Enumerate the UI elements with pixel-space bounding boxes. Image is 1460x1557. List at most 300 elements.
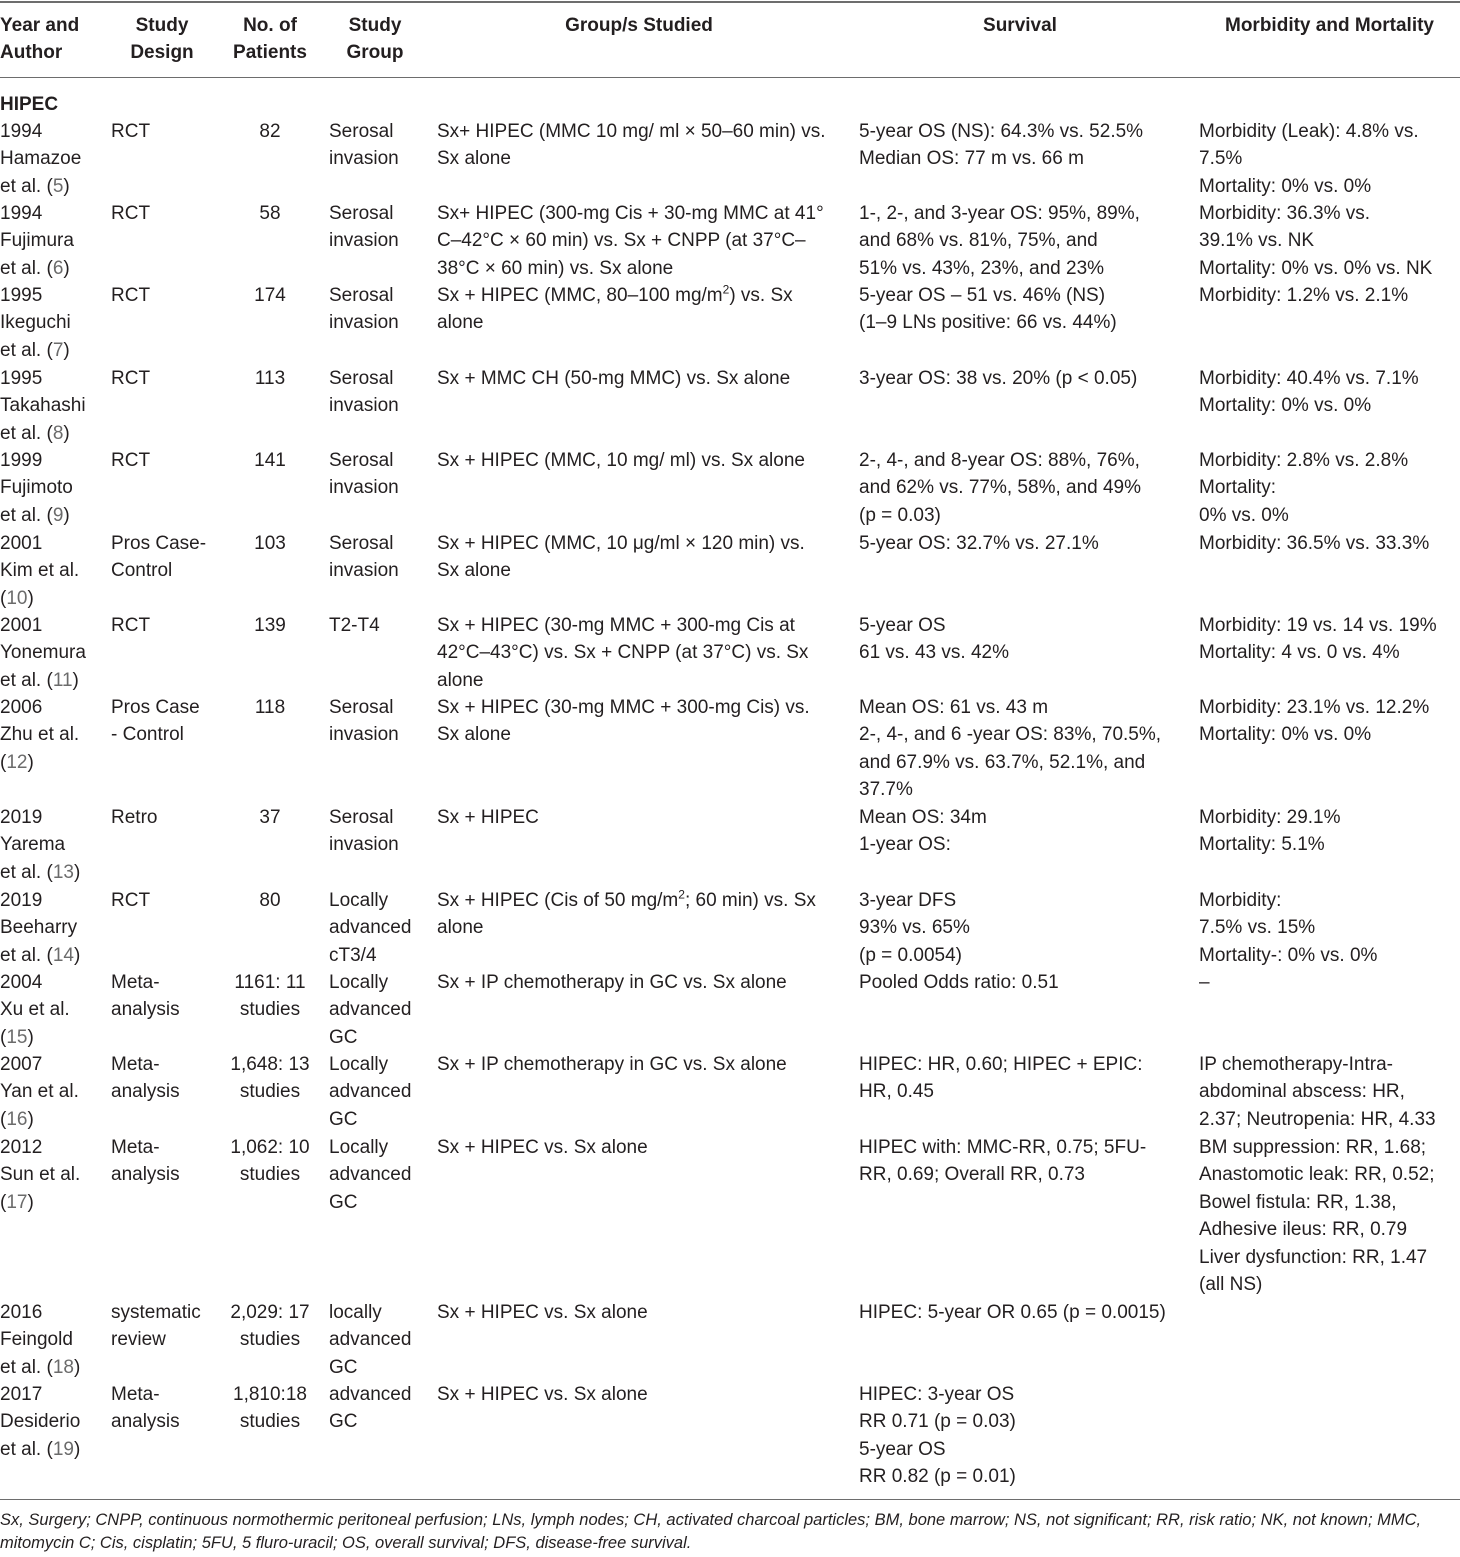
row-10-design — [111, 969, 221, 1024]
author-text: ) — [27, 751, 34, 773]
author-text: et al. ( — [0, 504, 53, 526]
row-12-morbidity — [1199, 1134, 1460, 1298]
cell-line: advanced — [329, 1329, 412, 1351]
cell-line — [437, 887, 850, 914]
cell-line: Mean OS: 34m — [859, 807, 987, 828]
cell-line: Morbidity: 1.2% vs. 2.1% — [1199, 285, 1409, 306]
row-10-groups-studied — [437, 969, 850, 996]
row-5-survival — [859, 530, 1191, 557]
cell-line: Yonemura — [0, 642, 86, 664]
cell-line: Sx + IP chemotherapy in GC vs. Sx alone — [437, 972, 787, 993]
cell-line: cT3/4 — [329, 944, 377, 966]
row-8-morbidity — [1199, 804, 1460, 859]
row-9-study-group — [329, 887, 429, 969]
cell-line: Sx + HIPEC vs. Sx alone — [437, 1384, 648, 1405]
cell-line: Locally — [329, 890, 389, 911]
cell-line: RCT — [111, 203, 151, 224]
cell-text: ; 60 min) vs. Sx — [684, 890, 816, 911]
reference-number[interactable]: 16 — [6, 1108, 28, 1130]
row-4-patients — [222, 447, 318, 474]
reference-number[interactable]: 9 — [52, 504, 64, 526]
table-bottom-rule — [0, 1499, 1460, 1500]
cell-line: RCT — [111, 368, 151, 389]
reference-number[interactable]: 8 — [52, 422, 64, 444]
row-14-design — [111, 1381, 221, 1436]
row-2-patients — [222, 282, 318, 309]
author-text: ) — [63, 257, 70, 279]
cell-line: advanced — [329, 917, 412, 939]
cell-line: Adhesive ileus: RR, 0.79 — [1199, 1219, 1408, 1241]
cell-line: Sx alone — [437, 560, 511, 582]
reference-number[interactable]: 19 — [52, 1438, 74, 1460]
cell-line: Sx + HIPEC vs. Sx alone — [437, 1137, 648, 1158]
reference-number[interactable]: 18 — [52, 1356, 74, 1378]
cell-line: 3-year DFS — [859, 890, 957, 911]
author-text: ) — [27, 587, 34, 609]
row-6-study-group — [329, 612, 429, 639]
cell-line: Pros Case — [111, 697, 200, 718]
cell-line: Fujimoto — [0, 477, 73, 499]
row-5-groups-studied — [437, 530, 850, 585]
row-2-groups-studied — [437, 282, 850, 337]
header-author-line2: Author — [0, 42, 63, 63]
cell-line: 38°C × 60 min) vs. Sx alone — [437, 257, 674, 279]
reference-number[interactable]: 7 — [52, 339, 64, 361]
cell-line: Morbidity: 36.5% vs. 33.3% — [1199, 533, 1430, 554]
cell-line: RR 0.71 (p = 0.03) — [859, 1411, 1016, 1433]
cell-line: Mortality: 0% vs. 0% — [1199, 395, 1372, 417]
cell-text: Sx + HIPEC (MMC, 80–100 mg/m — [437, 285, 723, 306]
cell-line: analysis — [111, 1164, 180, 1186]
row-4-survival — [859, 447, 1191, 529]
table-top-rule — [0, 1, 1460, 3]
row-7-author — [0, 694, 110, 776]
row-1-morbidity — [1199, 200, 1460, 282]
cell-line: 141 — [254, 450, 286, 471]
cell-line: 139 — [254, 615, 286, 636]
author-text: et al. ( — [0, 861, 53, 883]
cell-line: analysis — [111, 1081, 180, 1103]
reference-number[interactable]: 15 — [6, 1026, 28, 1048]
cell-line: 2001 — [0, 615, 43, 636]
cell-line: studies — [239, 1329, 301, 1351]
row-3-design — [111, 365, 221, 392]
cell-line: 61 vs. 43 vs. 42% — [859, 642, 1009, 664]
row-2-survival — [859, 282, 1191, 337]
row-12-author — [0, 1134, 110, 1216]
cell-line: T2-T4 — [329, 615, 380, 636]
cell-line: Sx + HIPEC vs. Sx alone — [437, 1302, 648, 1323]
cell-line: 51% vs. 43%, 23%, and 23% — [859, 257, 1105, 279]
cell-line: Morbidity: 29.1% — [1199, 807, 1341, 828]
cell-line: HIPEC: HR, 0.60; HIPEC + EPIC: — [859, 1054, 1143, 1075]
row-4-groups-studied — [437, 447, 850, 474]
cell-line: Morbidity: — [1199, 890, 1282, 911]
row-4-study-group — [329, 447, 429, 502]
row-5-study-group — [329, 530, 429, 585]
cell-line: studies — [239, 999, 301, 1021]
row-8-survival — [859, 804, 1191, 859]
cell-line: (p = 0.03) — [859, 504, 941, 526]
cell-line: and 67.9% vs. 63.7%, 52.1%, and — [859, 751, 1146, 773]
row-0-survival — [859, 118, 1191, 173]
author-text: ( — [0, 1026, 7, 1048]
row-9-groups-studied — [437, 887, 850, 942]
cell-line: GC — [329, 1026, 358, 1048]
cell-line: 1995 — [0, 368, 43, 389]
row-5-patients — [222, 530, 318, 557]
row-5-morbidity — [1199, 530, 1460, 557]
author-text: et al. ( — [0, 422, 53, 444]
cell-line: 103 — [254, 533, 286, 554]
cell-line: 2012 — [0, 1137, 43, 1158]
cell-line: 93% vs. 65% — [859, 917, 970, 939]
cell-line: Morbidity (Leak): 4.8% vs. — [1199, 121, 1419, 142]
cell-line: and 68% vs. 81%, 75%, and — [859, 230, 1098, 252]
header-patients-line2: Patients — [233, 42, 307, 63]
cell-line: advanced — [329, 999, 412, 1021]
header-patients-line1: No. of — [243, 15, 297, 36]
row-12-patients — [222, 1134, 318, 1189]
row-10-survival — [859, 969, 1191, 996]
cell-line: 7.5% — [1199, 148, 1243, 170]
cell-line: 39.1% vs. NK — [1199, 230, 1315, 252]
cell-line: RCT — [111, 121, 151, 142]
row-13-study-group — [329, 1299, 429, 1381]
row-10-morbidity — [1199, 969, 1460, 996]
row-2-design — [111, 282, 221, 309]
cell-line: 1994 — [0, 121, 43, 142]
author-text: et al. ( — [0, 257, 53, 279]
cell-line: Liver dysfunction: RR, 1.47 — [1199, 1246, 1428, 1268]
row-9-design — [111, 887, 221, 914]
row-3-author — [0, 365, 110, 447]
cell-line: Serosal — [329, 697, 394, 718]
cell-line: Mortality-: 0% vs. 0% — [1199, 944, 1378, 966]
row-2-author — [0, 282, 110, 364]
header-study-group-line2: Group — [346, 42, 404, 63]
cell-line: Serosal — [329, 285, 394, 306]
cell-line: 80 — [259, 890, 281, 911]
cell-line: advanced — [329, 1384, 412, 1405]
cell-line: RR 0.82 (p = 0.01) — [859, 1466, 1016, 1488]
cell-line: Serosal — [329, 807, 394, 828]
cell-line: invasion — [329, 477, 399, 499]
section-label-hipec: HIPEC — [0, 94, 59, 115]
cell-line: Serosal — [329, 121, 394, 142]
cell-line: Morbidity: 23.1% vs. 12.2% — [1199, 697, 1430, 718]
row-14-survival — [859, 1381, 1191, 1491]
cell-line: Median OS: 77 m vs. 66 m — [859, 148, 1084, 170]
cell-line: Mortality: 0% vs. 0% — [1199, 175, 1372, 197]
author-text: et al. ( — [0, 339, 53, 361]
cell-line: Sx + IP chemotherapy in GC vs. Sx alone — [437, 1054, 787, 1075]
cell-line — [0, 942, 110, 969]
row-6-survival — [859, 612, 1191, 667]
cell-line: HIPEC: 3-year OS — [859, 1384, 1015, 1405]
reference-number[interactable]: 11 — [52, 669, 73, 691]
row-12-groups-studied — [437, 1134, 850, 1161]
cell-line: 58 — [259, 203, 281, 224]
cell-line: RCT — [111, 890, 151, 911]
cell-line: Morbidity: 40.4% vs. 7.1% — [1199, 368, 1419, 389]
cell-line: 113 — [254, 368, 286, 389]
author-text: ( — [0, 587, 7, 609]
header-author — [0, 12, 110, 66]
header-survival: Survival — [983, 15, 1057, 36]
cell-line: invasion — [329, 834, 399, 856]
cell-line — [437, 282, 850, 309]
author-text: et al. ( — [0, 1438, 53, 1460]
cell-line: alone — [437, 312, 484, 334]
row-1-patients — [222, 200, 318, 227]
author-text: ) — [27, 1191, 34, 1213]
row-3-study-group — [329, 365, 429, 420]
row-0-morbidity — [1199, 118, 1460, 200]
author-text: ) — [63, 422, 70, 444]
header-study-group — [325, 12, 425, 66]
row-7-design — [111, 694, 221, 749]
cell-line: Locally — [329, 1054, 389, 1075]
header-design-line2: Design — [130, 42, 194, 63]
reference-number[interactable]: 13 — [52, 861, 74, 883]
row-4-design — [111, 447, 221, 474]
cell-line: advanced — [329, 1081, 412, 1103]
cell-line: Serosal — [329, 450, 394, 471]
cell-line: (p = 0.0054) — [859, 944, 962, 966]
author-text: et al. ( — [0, 944, 53, 966]
header-design — [107, 12, 217, 66]
cell-line: – — [1199, 972, 1210, 993]
row-8-design — [111, 804, 221, 831]
cell-line: Mean OS: 61 vs. 43 m — [859, 697, 1049, 718]
cell-line: 1,062: 10 — [230, 1137, 310, 1158]
reference-number[interactable]: 14 — [52, 944, 74, 966]
superscript: 2 — [678, 887, 685, 902]
cell-line: BM suppression: RR, 1.68; — [1199, 1137, 1427, 1158]
author-text: ( — [0, 751, 7, 773]
cell-line: 2016 — [0, 1302, 43, 1323]
cell-line: Locally — [329, 972, 389, 993]
row-9-survival — [859, 887, 1191, 969]
row-13-groups-studied — [437, 1299, 850, 1326]
cell-line: Takahashi — [0, 395, 86, 417]
row-10-author — [0, 969, 110, 1051]
author-text: ) — [73, 1438, 81, 1460]
row-6-patients — [222, 612, 318, 639]
cell-line: C–42°C × 60 min) vs. Sx + CNPP (at 37°C– — [437, 230, 806, 252]
cell-line: GC — [329, 1356, 358, 1378]
author-text: et al. ( — [0, 175, 53, 197]
cell-line — [0, 420, 110, 447]
cell-line: Sx + HIPEC (30-mg MMC + 300-mg Cis) vs. — [437, 697, 810, 718]
cell-line: Kim et al. — [0, 560, 80, 582]
row-3-morbidity — [1199, 365, 1460, 420]
row-0-study-group — [329, 118, 429, 173]
row-12-survival — [859, 1134, 1191, 1189]
cell-line: Desiderio — [0, 1411, 81, 1433]
cell-line: invasion — [329, 395, 399, 417]
row-0-patients — [222, 118, 318, 145]
cell-line — [0, 255, 110, 282]
row-9-author — [0, 887, 110, 969]
author-text: ) — [63, 175, 70, 197]
row-0-design — [111, 118, 221, 145]
row-1-study-group — [329, 200, 429, 255]
table-footnote: Sx, Surgery; CNPP, continuous normothermic peritoneal perfusion; LNs, lymph nodes; CH, activated charcoal particles; BM, bone marrow; NS, not significant; RR, risk ratio; NK, not known; MMC, mitomycin C; Cis, cisplatin; 5FU, 5 fluro-uracil; OS, overall survival; DFS, disease-free survival. — [0, 1511, 1422, 1552]
row-1-groups-studied — [437, 200, 850, 282]
cell-line: Anastomotic leak: RR, 0.52; — [1199, 1164, 1435, 1186]
cell-line: advanced — [329, 1164, 412, 1186]
cell-line — [0, 1106, 110, 1133]
cell-line: Sx alone — [437, 148, 511, 170]
row-9-patients — [222, 887, 318, 914]
cell-line: 5-year OS: 32.7% vs. 27.1% — [859, 533, 1099, 554]
cell-line: 37 — [259, 807, 281, 828]
cell-line: GC — [329, 1191, 358, 1213]
cell-line: alone — [437, 917, 484, 939]
author-text: ) — [73, 861, 81, 883]
cell-line: studies — [239, 1081, 301, 1103]
row-4-morbidity — [1199, 447, 1460, 529]
cell-line — [0, 749, 110, 776]
row-7-survival — [859, 694, 1191, 804]
table-header-rule — [0, 77, 1460, 78]
author-text: ( — [0, 1191, 7, 1213]
cell-line: Retro — [111, 807, 158, 828]
cell-line: 2.37; Neutropenia: HR, 4.33 — [1199, 1108, 1436, 1130]
cell-line: Morbidity: 36.3% vs. — [1199, 203, 1371, 224]
cell-line: 0% vs. 0% — [1199, 504, 1289, 526]
cell-line: 5-year OS – 51 vs. 46% (NS) — [859, 285, 1106, 306]
cell-line: Mortality: 4 vs. 0 vs. 4% — [1199, 642, 1400, 664]
cell-line: Sx + MMC CH (50-mg MMC) vs. Sx alone — [437, 368, 791, 389]
cell-line — [0, 337, 110, 364]
row-13-survival — [859, 1299, 1191, 1326]
cell-line: 2019 — [0, 807, 43, 828]
cell-line: invasion — [329, 724, 399, 746]
row-0-groups-studied — [437, 118, 850, 173]
reference-number[interactable]: 17 — [6, 1191, 28, 1213]
cell-text: ) vs. Sx — [729, 285, 793, 306]
row-13-design — [111, 1299, 221, 1354]
row-11-design — [111, 1051, 221, 1106]
cell-line: 2-, 4-, and 8-year OS: 88%, 76%, — [859, 450, 1140, 471]
cell-line: 5-year OS (NS): 64.3% vs. 52.5% — [859, 121, 1144, 142]
row-14-groups-studied — [437, 1381, 850, 1408]
cell-line: alone — [437, 669, 484, 691]
cell-line: Mortality: — [1199, 477, 1277, 499]
cell-line: Sx alone — [437, 724, 511, 746]
cell-line: Serosal — [329, 203, 394, 224]
cell-line: 7.5% vs. 15% — [1199, 917, 1316, 939]
cell-line: Sun et al. — [0, 1164, 81, 1186]
row-12-design — [111, 1134, 221, 1189]
row-7-groups-studied — [437, 694, 850, 749]
cell-line: - Control — [111, 724, 184, 746]
reference-number[interactable]: 10 — [6, 587, 28, 609]
row-5-author — [0, 530, 110, 612]
cell-line: 1161: 11 — [234, 972, 306, 993]
author-text: ) — [63, 339, 70, 361]
row-6-morbidity — [1199, 612, 1460, 667]
reference-number[interactable]: 5 — [52, 175, 64, 197]
row-11-patients — [222, 1051, 318, 1106]
cell-line: 5-year OS — [859, 615, 946, 636]
cell-line: Meta- — [111, 972, 160, 993]
author-text: et al. ( — [0, 1356, 53, 1378]
row-5-design — [111, 530, 221, 585]
cell-line — [0, 859, 110, 886]
cell-line: Sx + HIPEC — [437, 807, 539, 828]
row-10-patients — [222, 969, 318, 1024]
cell-line: analysis — [111, 1411, 180, 1433]
cell-line: 5-year OS — [859, 1438, 946, 1460]
cell-line: Sx + HIPEC (MMC, 10 μg/ml × 120 min) vs. — [437, 533, 805, 554]
reference-number[interactable]: 6 — [52, 257, 64, 279]
cell-line: Pros Case- — [111, 533, 207, 554]
cell-line: 1-, 2-, and 3-year OS: 95%, 89%, — [859, 203, 1140, 224]
row-11-morbidity — [1199, 1051, 1460, 1133]
row-14-study-group — [329, 1381, 429, 1436]
row-4-author — [0, 447, 110, 529]
row-6-design — [111, 612, 221, 639]
cell-line: Yan et al. — [0, 1081, 79, 1103]
author-text: ( — [0, 1108, 7, 1130]
cell-line: 118 — [254, 697, 286, 718]
row-6-author — [0, 612, 110, 694]
cell-line: Bowel fistula: RR, 1.38, — [1199, 1191, 1397, 1213]
cell-line: Hamazoe — [0, 148, 82, 170]
cell-line: systematic — [111, 1302, 201, 1323]
cell-line: invasion — [329, 230, 399, 252]
cell-line: invasion — [329, 312, 399, 334]
row-8-study-group — [329, 804, 429, 859]
header-study-group-line1: Study — [348, 15, 402, 36]
cell-line: HIPEC with: MMC-RR, 0.75; 5FU- — [859, 1137, 1147, 1158]
cell-line: 1999 — [0, 450, 43, 471]
cell-line: Locally — [329, 1137, 389, 1158]
cell-line: Meta- — [111, 1137, 160, 1158]
cell-line: 2007 — [0, 1054, 43, 1075]
row-10-study-group — [329, 969, 429, 1051]
header-groups-studied: Group/s Studied — [565, 15, 713, 36]
cell-line: Meta- — [111, 1384, 160, 1405]
cell-line — [0, 1189, 110, 1216]
row-7-study-group — [329, 694, 429, 749]
cell-line: 1-year OS: — [859, 834, 951, 856]
cell-line: 82 — [259, 121, 281, 142]
row-14-author — [0, 1381, 110, 1463]
cell-line: 2006 — [0, 697, 43, 718]
author-text: ) — [27, 1026, 34, 1048]
row-7-morbidity — [1199, 694, 1460, 749]
row-12-study-group — [329, 1134, 429, 1216]
author-text: ) — [27, 1108, 34, 1130]
cell-line: Morbidity: 2.8% vs. 2.8% — [1199, 450, 1409, 471]
cell-line: invasion — [329, 560, 399, 582]
cell-line: 2001 — [0, 533, 43, 554]
cell-line: 3-year OS: 38 vs. 20% (p < 0.05) — [859, 368, 1138, 389]
cell-text: Sx + HIPEC (Cis of 50 mg/m — [437, 890, 679, 911]
reference-number[interactable]: 12 — [6, 751, 28, 773]
row-11-survival — [859, 1051, 1191, 1106]
cell-line: Morbidity: 19 vs. 14 vs. 19% — [1199, 615, 1437, 636]
row-8-patients — [222, 804, 318, 831]
row-11-study-group — [329, 1051, 429, 1133]
cell-line: (1–9 LNs positive: 66 vs. 44%) — [859, 312, 1117, 334]
author-text: ) — [73, 1356, 81, 1378]
